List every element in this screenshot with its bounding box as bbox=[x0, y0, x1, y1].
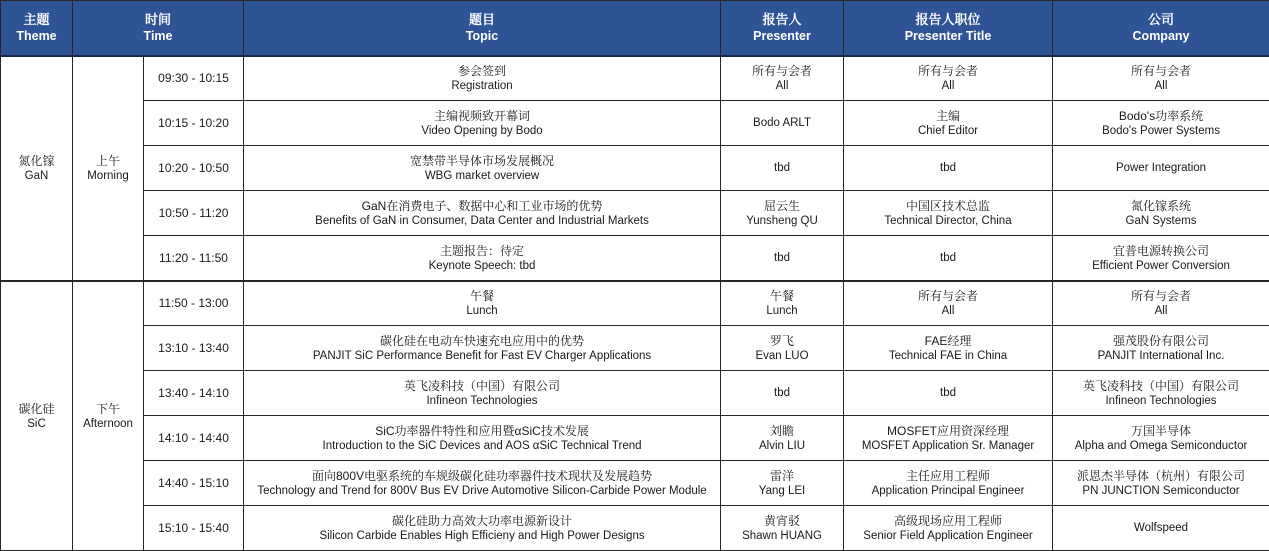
company-zh: 宜普电源转换公司 bbox=[1057, 243, 1265, 259]
topic-cell bbox=[244, 371, 721, 416]
presenter-title-en: tbd bbox=[848, 386, 1048, 400]
topic-zh: 午餐 bbox=[248, 288, 716, 304]
topic-zh: 主编视频致开幕词 bbox=[248, 108, 716, 124]
schedule-row bbox=[1, 236, 1269, 281]
schedule-row bbox=[1, 56, 1269, 101]
presenter-zh: 午餐 bbox=[725, 288, 839, 304]
company-en: Efficient Power Conversion bbox=[1057, 259, 1265, 273]
time-cell bbox=[144, 56, 244, 101]
topic-en: Keynote Speech: tbd bbox=[248, 259, 716, 273]
topic-cell bbox=[244, 101, 721, 146]
presenter-en: Lunch bbox=[725, 304, 839, 318]
time-range: 14:10 - 14:40 bbox=[148, 431, 239, 445]
presenter-zh: 黄宵驳 bbox=[725, 513, 839, 529]
presenter-cell bbox=[721, 101, 844, 146]
company-en: Power Integration bbox=[1057, 161, 1265, 175]
presenter-zh: 所有与会者 bbox=[725, 63, 839, 79]
time-range: 15:10 - 15:40 bbox=[148, 521, 239, 535]
presenter-title-en: All bbox=[848, 304, 1048, 318]
company-zh: 派恩杰半导体（杭州）有限公司 bbox=[1057, 468, 1265, 484]
presenter-zh: 雷洋 bbox=[725, 468, 839, 484]
presenter-cell bbox=[721, 416, 844, 461]
time-cell bbox=[144, 236, 244, 281]
schedule-row bbox=[1, 146, 1269, 191]
time-cell bbox=[144, 506, 244, 551]
presenter-en: tbd bbox=[725, 251, 839, 265]
header-theme-en: Theme bbox=[3, 28, 70, 44]
header-theme-zh: 主题 bbox=[3, 11, 70, 28]
topic-cell bbox=[244, 281, 721, 326]
topic-zh: GaN在消费电子、数据中心和工业市场的优势 bbox=[248, 198, 716, 214]
header-company bbox=[1053, 1, 1269, 56]
time-cell bbox=[144, 191, 244, 236]
topic-en: WBG market overview bbox=[248, 169, 716, 183]
theme-group-cell-gan bbox=[1, 56, 73, 281]
header-company-en: Company bbox=[1055, 28, 1267, 44]
company-en: Bodo's Power Systems bbox=[1057, 124, 1265, 138]
presenter-title-en: tbd bbox=[848, 251, 1048, 265]
company-zh: 万国半导体 bbox=[1057, 423, 1265, 439]
company-cell bbox=[1053, 416, 1269, 461]
topic-zh: 面向800V电驱系统的车规级碳化硅功率器件技术现状及发展趋势 bbox=[248, 468, 716, 484]
company-zh: 强茂股份有限公司 bbox=[1057, 333, 1265, 349]
presenter-title-cell bbox=[844, 236, 1053, 281]
presenter-title-cell bbox=[844, 191, 1053, 236]
header-time-en: Time bbox=[75, 28, 241, 44]
period-cell-afternoon bbox=[73, 281, 144, 551]
topic-en: Video Opening by Bodo bbox=[248, 124, 716, 138]
time-range: 11:50 - 13:00 bbox=[148, 296, 239, 310]
header-topic-en: Topic bbox=[246, 28, 718, 44]
company-zh: 所有与会者 bbox=[1057, 288, 1265, 304]
header-company-zh: 公司 bbox=[1055, 11, 1267, 28]
time-range: 10:20 - 10:50 bbox=[148, 161, 239, 175]
topic-en: Lunch bbox=[248, 304, 716, 318]
time-range: 10:50 - 11:20 bbox=[148, 206, 239, 220]
time-cell bbox=[144, 101, 244, 146]
header-topic-zh: 题目 bbox=[246, 11, 718, 28]
topic-en: Introduction to the SiC Devices and AOS αSiC Technical Trend bbox=[248, 439, 716, 453]
header-presenter-en: Presenter bbox=[723, 28, 841, 44]
presenter-zh: 刘瞻 bbox=[725, 423, 839, 439]
presenter-title-cell bbox=[844, 371, 1053, 416]
topic-cell bbox=[244, 326, 721, 371]
theme-gan-zh: 氮化镓 bbox=[5, 153, 68, 169]
company-zh: Bodo's功率系统 bbox=[1057, 108, 1265, 124]
theme-gan-en: GaN bbox=[5, 169, 68, 183]
presenter-title-cell bbox=[844, 326, 1053, 371]
topic-zh: 英飞凌科技（中国）有限公司 bbox=[248, 378, 716, 394]
presenter-title-en: Chief Editor bbox=[848, 124, 1048, 138]
presenter-cell bbox=[721, 326, 844, 371]
presenter-title-zh: MOSFET应用资深经理 bbox=[848, 423, 1048, 439]
theme-sic-en: SiC bbox=[5, 417, 68, 431]
header-presenter-title-en: Presenter Title bbox=[846, 28, 1050, 44]
topic-cell bbox=[244, 461, 721, 506]
header-presenter bbox=[721, 1, 844, 56]
period-afternoon-en: Afternoon bbox=[77, 417, 139, 431]
company-cell bbox=[1053, 326, 1269, 371]
presenter-cell bbox=[721, 506, 844, 551]
presenter-title-en: Senior Field Application Engineer bbox=[848, 529, 1048, 543]
time-cell bbox=[144, 371, 244, 416]
topic-zh: 碳化硅助力高效大功率电源新设计 bbox=[248, 513, 716, 529]
schedule-row bbox=[1, 101, 1269, 146]
company-en: All bbox=[1057, 304, 1265, 318]
presenter-title-zh: 所有与会者 bbox=[848, 288, 1048, 304]
schedule-row bbox=[1, 416, 1269, 461]
presenter-cell bbox=[721, 56, 844, 101]
time-range: 13:10 - 13:40 bbox=[148, 341, 239, 355]
header-presenter-title bbox=[844, 1, 1053, 56]
topic-cell bbox=[244, 506, 721, 551]
schedule-row bbox=[1, 461, 1269, 506]
topic-zh: 参会签到 bbox=[248, 63, 716, 79]
presenter-title-zh: 中国区技术总监 bbox=[848, 198, 1048, 214]
topic-cell bbox=[244, 56, 721, 101]
company-en: Wolfspeed bbox=[1057, 521, 1265, 535]
presenter-cell bbox=[721, 146, 844, 191]
presenter-title-zh: 所有与会者 bbox=[848, 63, 1048, 79]
presenter-en: tbd bbox=[725, 386, 839, 400]
presenter-zh: 屈云生 bbox=[725, 198, 839, 214]
presenter-en: Evan LUO bbox=[725, 349, 839, 363]
presenter-title-cell bbox=[844, 101, 1053, 146]
schedule-row bbox=[1, 281, 1269, 326]
time-range: 14:40 - 15:10 bbox=[148, 476, 239, 490]
header-presenter-title-zh: 报告人职位 bbox=[846, 11, 1050, 28]
presenter-en: Bodo ARLT bbox=[725, 116, 839, 130]
topic-zh: 主题报告：待定 bbox=[248, 243, 716, 259]
topic-zh: 碳化硅在电动车快速充电应用中的优势 bbox=[248, 333, 716, 349]
company-cell bbox=[1053, 236, 1269, 281]
header-presenter-zh: 报告人 bbox=[723, 11, 841, 28]
period-cell-morning bbox=[73, 56, 144, 281]
company-en: PANJIT International Inc. bbox=[1057, 349, 1265, 363]
company-en: GaN Systems bbox=[1057, 214, 1265, 228]
topic-cell bbox=[244, 236, 721, 281]
topic-zh: SiC功率器件特性和应用暨αSiC技术发展 bbox=[248, 423, 716, 439]
company-en: All bbox=[1057, 79, 1265, 93]
header-theme bbox=[1, 1, 73, 56]
time-range: 11:20 - 11:50 bbox=[148, 251, 239, 265]
company-cell bbox=[1053, 146, 1269, 191]
presenter-cell bbox=[721, 191, 844, 236]
topic-cell bbox=[244, 416, 721, 461]
presenter-title-cell bbox=[844, 146, 1053, 191]
time-cell bbox=[144, 461, 244, 506]
period-morning-zh: 上午 bbox=[77, 153, 139, 169]
presenter-en: Alvin LIU bbox=[725, 439, 839, 453]
presenter-en: Shawn HUANG bbox=[725, 529, 839, 543]
presenter-title-en: Application Principal Engineer bbox=[848, 484, 1048, 498]
topic-zh: 宽禁带半导体市场发展概况 bbox=[248, 153, 716, 169]
topic-en: Technology and Trend for 800V Bus EV Drive Automotive Silicon-Carbide Power Module bbox=[248, 484, 716, 498]
presenter-en: tbd bbox=[725, 161, 839, 175]
schedule-row bbox=[1, 326, 1269, 371]
theme-group-cell-sic bbox=[1, 281, 73, 551]
time-cell bbox=[144, 281, 244, 326]
company-zh: 所有与会者 bbox=[1057, 63, 1265, 79]
company-cell bbox=[1053, 56, 1269, 101]
presenter-title-cell bbox=[844, 461, 1053, 506]
presenter-title-zh: 主编 bbox=[848, 108, 1048, 124]
presenter-cell bbox=[721, 236, 844, 281]
presenter-title-zh: FAE经理 bbox=[848, 333, 1048, 349]
table-header-row bbox=[1, 1, 1269, 56]
presenter-cell bbox=[721, 461, 844, 506]
time-range: 13:40 - 14:10 bbox=[148, 386, 239, 400]
company-en: PN JUNCTION Semiconductor bbox=[1057, 484, 1265, 498]
presenter-title-cell bbox=[844, 416, 1053, 461]
presenter-cell bbox=[721, 371, 844, 416]
company-cell bbox=[1053, 191, 1269, 236]
presenter-title-cell bbox=[844, 506, 1053, 551]
company-en: Alpha and Omega Semiconductor bbox=[1057, 439, 1265, 453]
presenter-title-en: tbd bbox=[848, 161, 1048, 175]
time-cell bbox=[144, 416, 244, 461]
header-time-zh: 时间 bbox=[75, 11, 241, 28]
presenter-en: Yunsheng QU bbox=[725, 214, 839, 228]
presenter-title-en: Technical Director, China bbox=[848, 214, 1048, 228]
company-cell bbox=[1053, 506, 1269, 551]
presenter-title-en: All bbox=[848, 79, 1048, 93]
presenter-en: Yang LEI bbox=[725, 484, 839, 498]
topic-en: Registration bbox=[248, 79, 716, 93]
company-cell bbox=[1053, 101, 1269, 146]
topic-cell bbox=[244, 191, 721, 236]
period-afternoon-zh: 下午 bbox=[77, 401, 139, 417]
topic-en: Infineon Technologies bbox=[248, 394, 716, 408]
presenter-title-en: MOSFET Application Sr. Manager bbox=[848, 439, 1048, 453]
company-cell bbox=[1053, 371, 1269, 416]
topic-en: Silicon Carbide Enables High Efficieny and High Power Designs bbox=[248, 529, 716, 543]
company-cell bbox=[1053, 281, 1269, 326]
presenter-zh: 罗飞 bbox=[725, 333, 839, 349]
presenter-en: All bbox=[725, 79, 839, 93]
company-en: Infineon Technologies bbox=[1057, 394, 1265, 408]
topic-cell bbox=[244, 146, 721, 191]
presenter-title-cell bbox=[844, 56, 1053, 101]
company-zh: 英飞凌科技（中国）有限公司 bbox=[1057, 378, 1265, 394]
time-cell bbox=[144, 146, 244, 191]
presenter-title-cell bbox=[844, 281, 1053, 326]
schedule-row bbox=[1, 191, 1269, 236]
time-range: 09:30 - 10:15 bbox=[148, 71, 239, 85]
presenter-title-zh: 主任应用工程师 bbox=[848, 468, 1048, 484]
header-time bbox=[73, 1, 244, 56]
period-morning-en: Morning bbox=[77, 169, 139, 183]
topic-en: PANJIT SiC Performance Benefit for Fast EV Charger Applications bbox=[248, 349, 716, 363]
topic-en: Benefits of GaN in Consumer, Data Center and Industrial Markets bbox=[248, 214, 716, 228]
time-cell bbox=[144, 326, 244, 371]
company-cell bbox=[1053, 461, 1269, 506]
schedule-row bbox=[1, 371, 1269, 416]
theme-sic-zh: 碳化硅 bbox=[5, 401, 68, 417]
presenter-title-zh: 高级现场应用工程师 bbox=[848, 513, 1048, 529]
schedule-row bbox=[1, 506, 1269, 551]
presenter-cell bbox=[721, 281, 844, 326]
time-range: 10:15 - 10:20 bbox=[148, 116, 239, 130]
company-zh: 氮化镓系统 bbox=[1057, 198, 1265, 214]
header-topic bbox=[244, 1, 721, 56]
presenter-title-en: Technical FAE in China bbox=[848, 349, 1048, 363]
